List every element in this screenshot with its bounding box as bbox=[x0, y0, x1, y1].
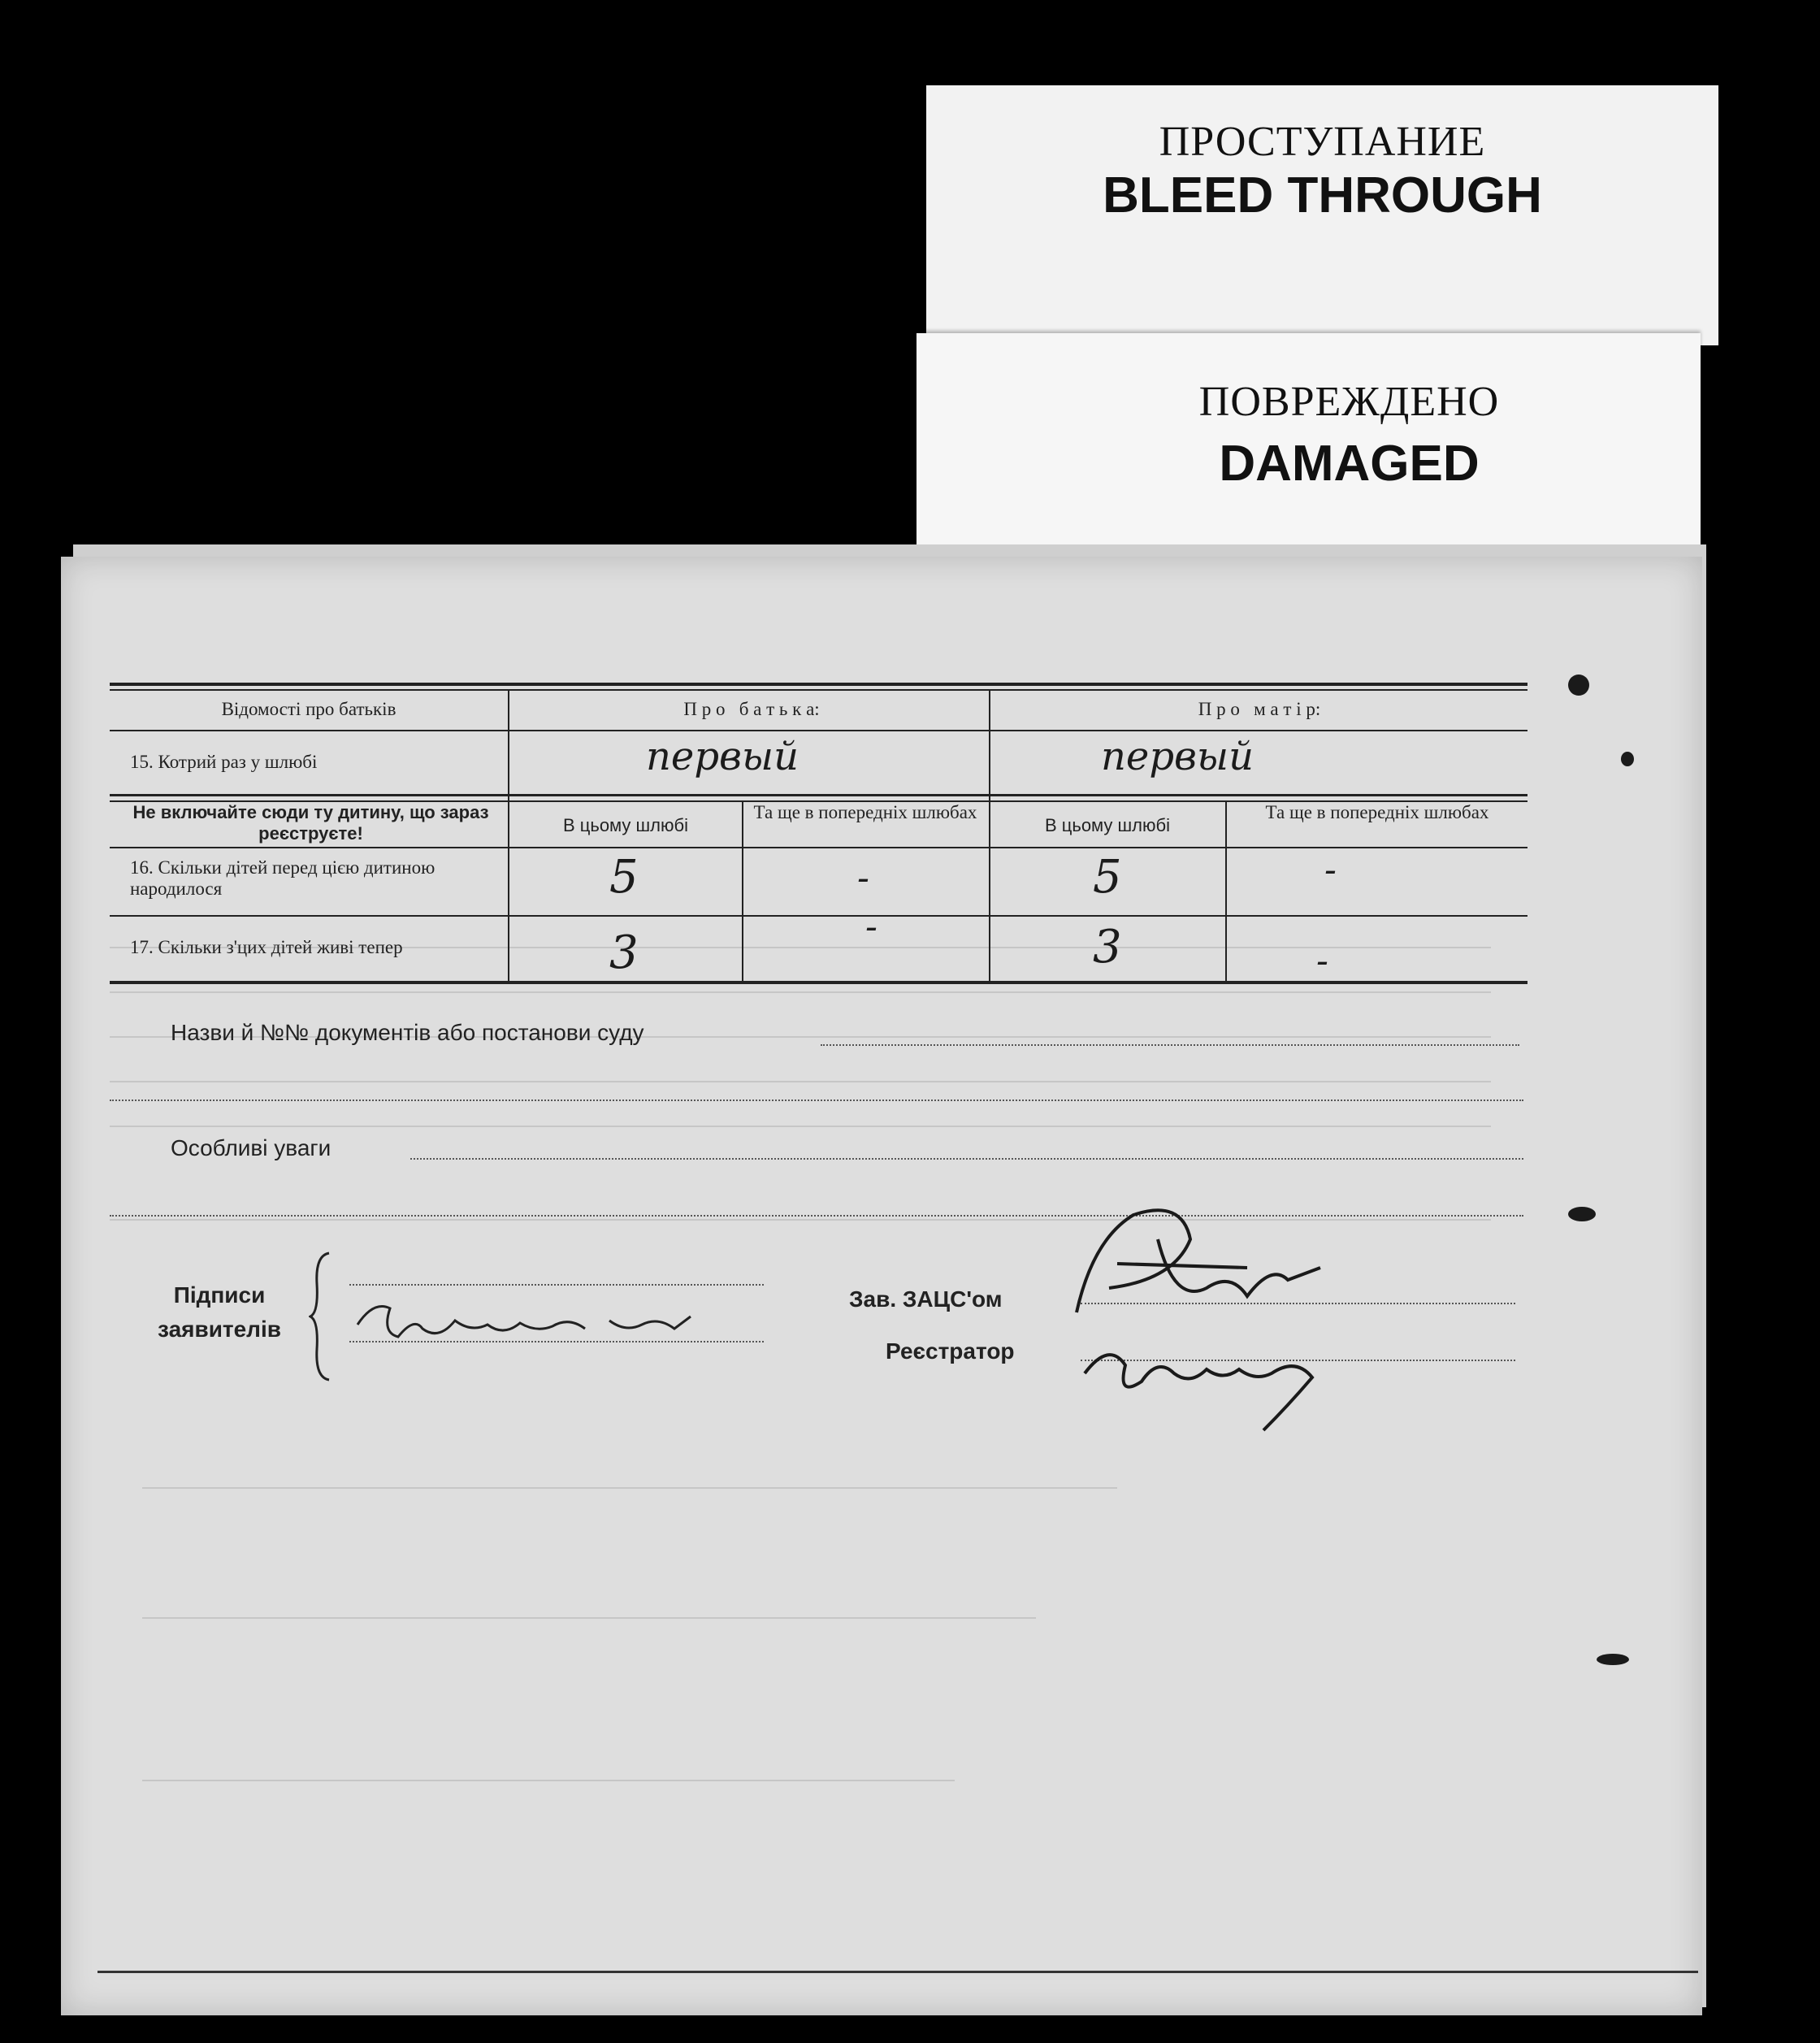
applicant-signature-line bbox=[349, 1284, 764, 1286]
row16-mother-this: 5 bbox=[1093, 851, 1122, 904]
documents-field-line-2 bbox=[110, 1100, 1523, 1101]
registrar-label: Реєстратор bbox=[886, 1338, 1015, 1364]
mother-prev-marriages-header: Та ще в попередніх шлюбах bbox=[1265, 802, 1489, 822]
document-page bbox=[61, 557, 1702, 2015]
row15-label: 15. Котрий раз у шлюбі bbox=[130, 752, 318, 772]
row17-label: 17. Скільки з'цих дітей живі тепер bbox=[130, 937, 403, 957]
bleed-through-card bbox=[926, 85, 1718, 345]
damage-hole bbox=[1621, 752, 1634, 766]
row17-father-this: 3 bbox=[609, 926, 639, 979]
bleed-through-en-label: BLEED THROUGH bbox=[1103, 167, 1542, 223]
bleed-through-ru-label: ПРОСТУПАНИЕ bbox=[1159, 119, 1486, 165]
exclude-child-note: Не включайте сюди ту дитину, що зараз реєструєте! bbox=[132, 802, 489, 844]
mother-this-marriage-header: В цьому шлюбі bbox=[1044, 815, 1171, 835]
damage-hole bbox=[1568, 674, 1589, 696]
father-this-marriage-header: В цьому шлюбі bbox=[562, 815, 689, 835]
remarks-field-line bbox=[410, 1158, 1523, 1160]
damage-hole bbox=[1597, 1654, 1629, 1665]
signatures-label-text: Підписи заявителів bbox=[158, 1282, 281, 1342]
remarks-label: Особливі уваги bbox=[171, 1135, 332, 1160]
signatures-label bbox=[146, 1278, 292, 1347]
damaged-en-label: DAMAGED bbox=[1219, 436, 1480, 492]
header-parents-info: Відомості про батьків bbox=[221, 699, 396, 719]
father-prev-marriages-header: Та ще в попередніх шлюбах bbox=[753, 802, 977, 822]
brace-icon bbox=[309, 1251, 333, 1382]
row17-mother-this: 3 bbox=[1093, 921, 1122, 974]
row16-mother-prev: - bbox=[1324, 849, 1337, 891]
documents-label: Назви й №№ документів або постанови суду bbox=[171, 1020, 644, 1045]
documents-field-line bbox=[821, 1044, 1519, 1046]
row17-mother-prev: - bbox=[1316, 940, 1328, 982]
applicant-signature bbox=[349, 1292, 723, 1357]
registrar-signature bbox=[1077, 1325, 1369, 1438]
damage-hole bbox=[1568, 1207, 1596, 1221]
row16-father-prev: - bbox=[857, 857, 869, 899]
damaged-card bbox=[916, 333, 1701, 553]
row16-label: 16. Скільки дітей перед цією дитиною народилося bbox=[130, 857, 436, 899]
header-father: П р о б а т ь к а: bbox=[683, 699, 820, 719]
row17-father-prev: - bbox=[865, 906, 878, 948]
header-mother: П р о м а т і р: bbox=[1198, 699, 1321, 719]
row15-mother-value: первый bbox=[1101, 734, 1254, 779]
head-of-registry-label: Зав. ЗАЦС'ом bbox=[849, 1286, 1003, 1312]
bottom-rule bbox=[98, 1971, 1698, 1973]
row16-father-this: 5 bbox=[609, 851, 639, 904]
damaged-ru-label: ПОВРЕЖДЕНО bbox=[1198, 379, 1500, 425]
head-signature bbox=[1060, 1191, 1353, 1337]
row15-father-value: первый bbox=[646, 734, 799, 779]
